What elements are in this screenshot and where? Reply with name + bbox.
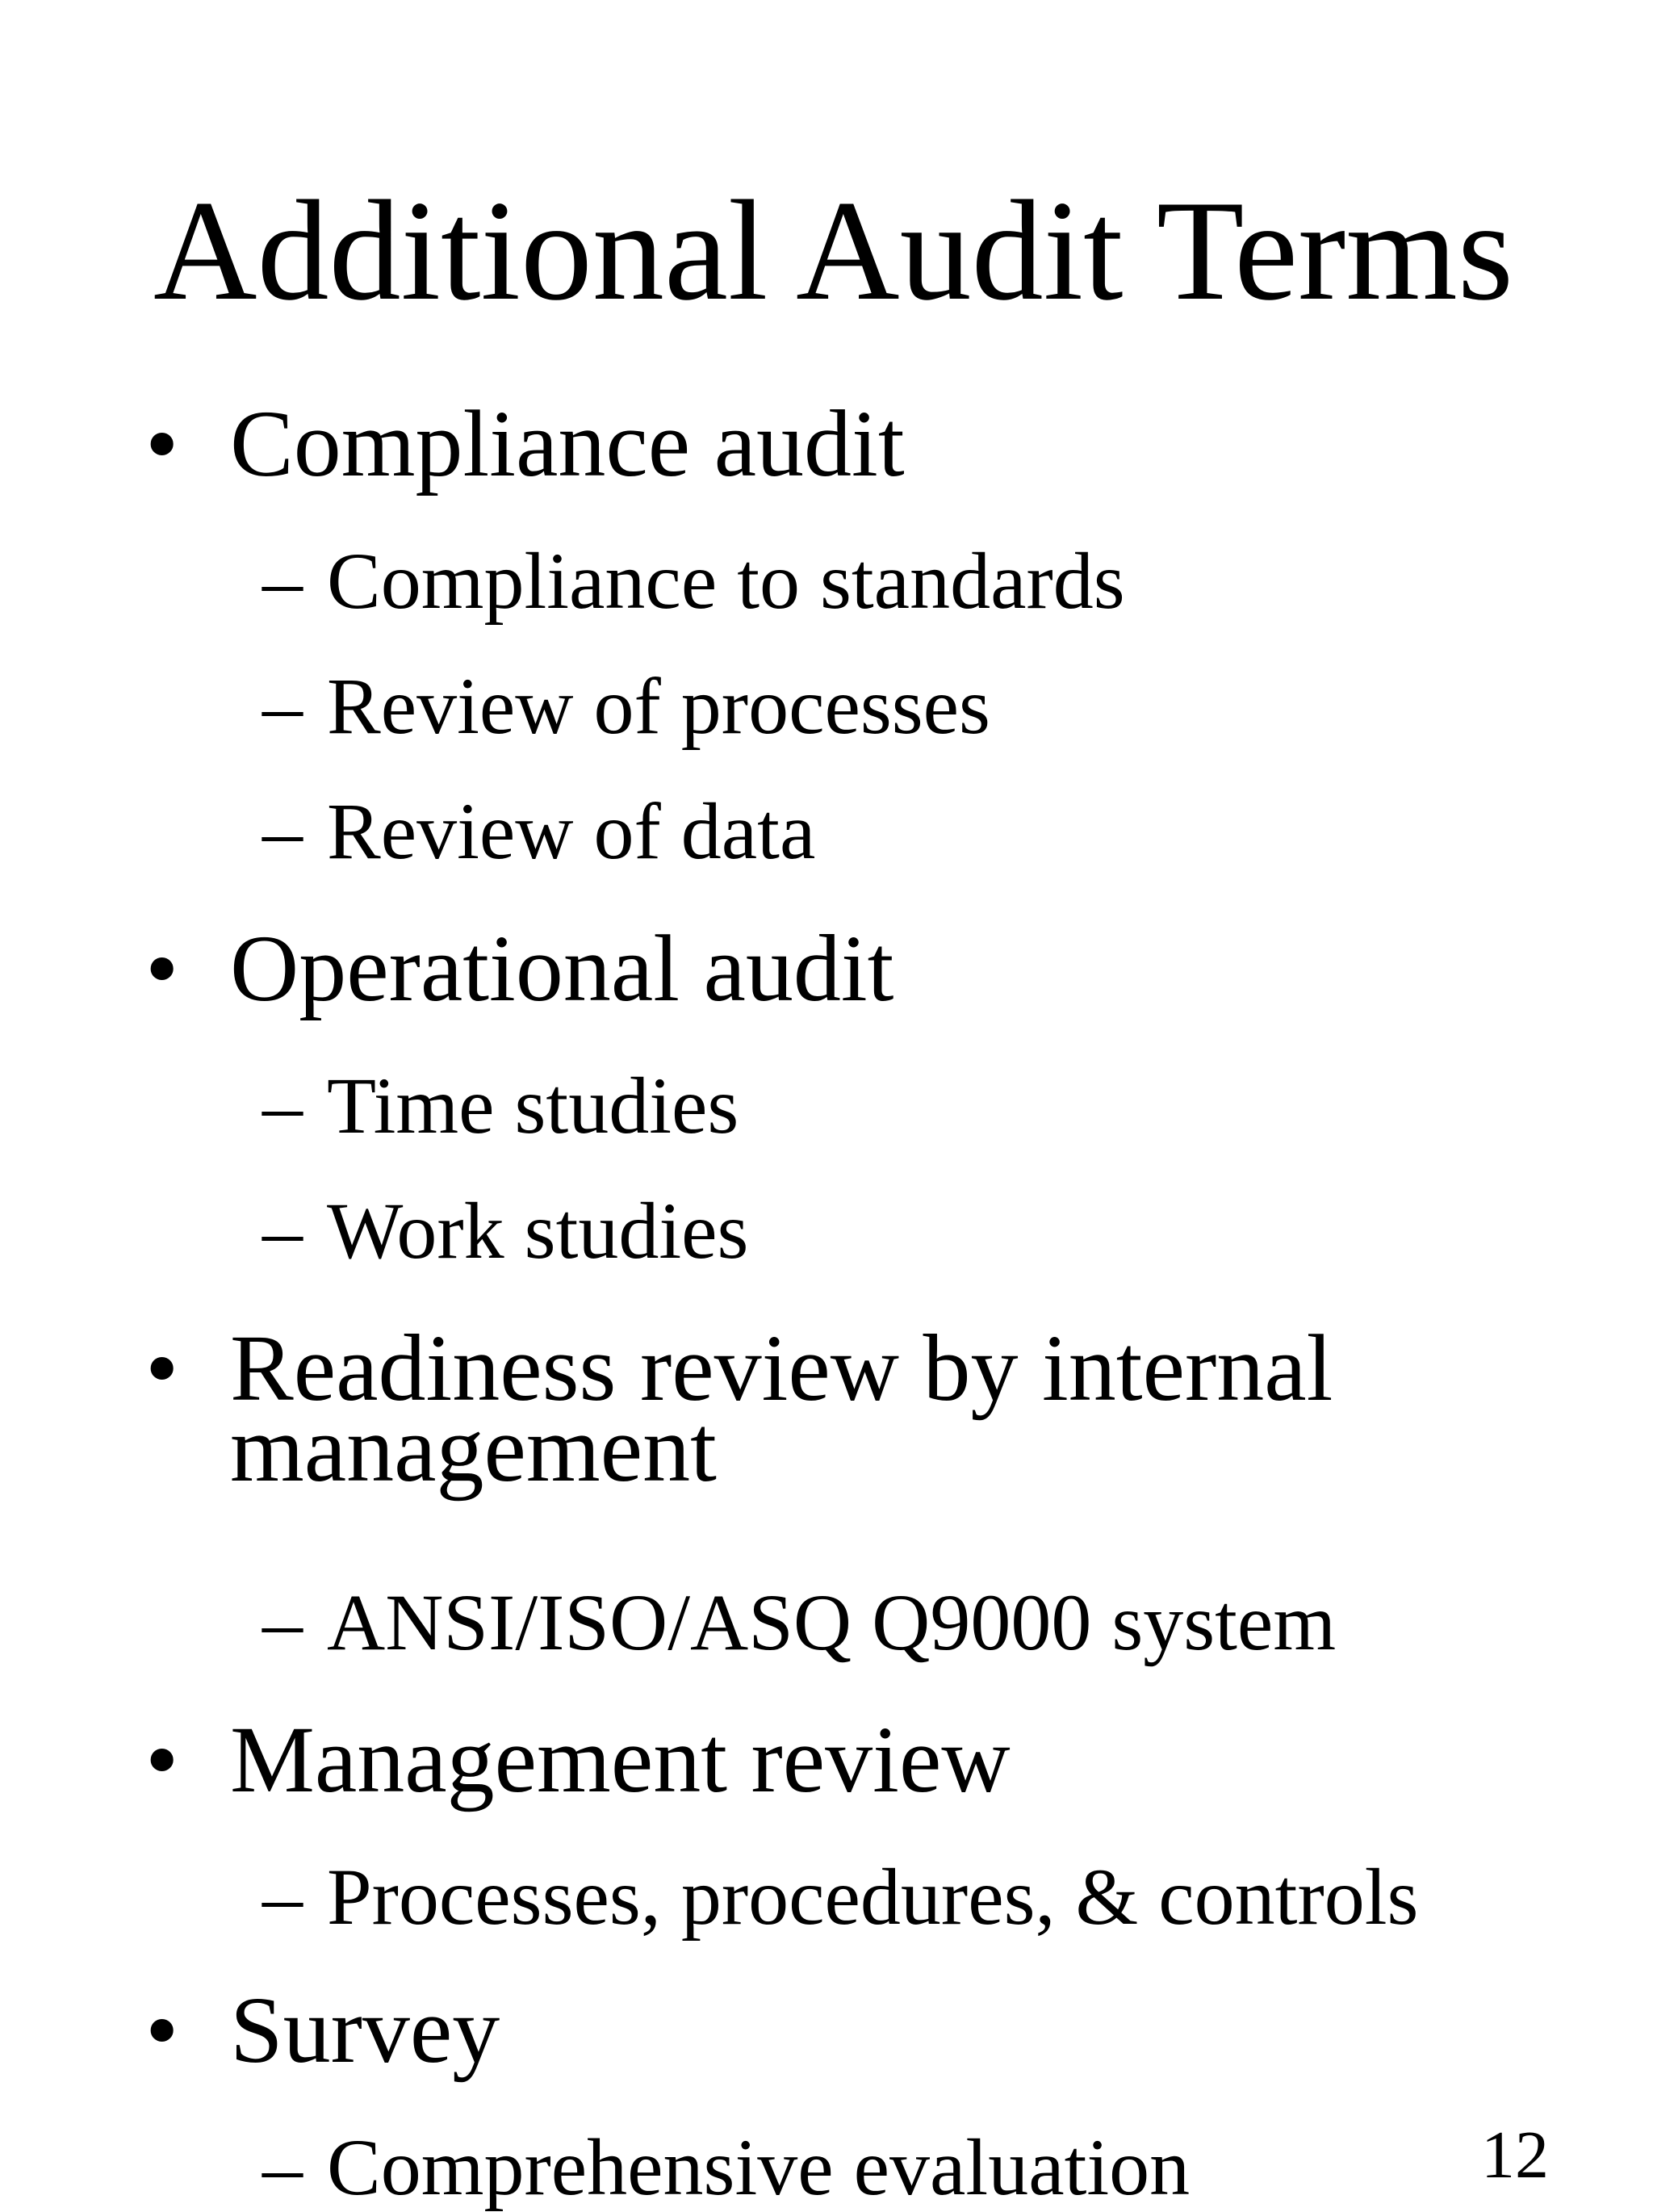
slide-title: Additional Audit Terms xyxy=(153,170,1514,330)
dash-icon: – xyxy=(262,786,303,876)
bullet-icon: • xyxy=(145,1315,179,1421)
sub-item xyxy=(262,1061,739,1150)
sub-item xyxy=(262,786,816,876)
sub-item-label: Review of data xyxy=(327,786,816,876)
sub-item xyxy=(262,661,990,751)
bullet-label: Readiness review by internal xyxy=(230,1315,1333,1421)
sub-item xyxy=(262,2122,1191,2212)
dash-icon: – xyxy=(262,2122,303,2212)
bullet-icon: • xyxy=(145,391,179,496)
sub-item-label: Processes, procedures, & controls xyxy=(327,1852,1419,1942)
sub-item-label: Review of processes xyxy=(327,661,990,751)
bullet-label: Operational audit xyxy=(230,915,894,1021)
dash-icon: – xyxy=(262,1852,303,1942)
dash-icon: – xyxy=(262,1061,303,1150)
sub-item xyxy=(262,1186,749,1276)
sub-item-label: Comprehensive evaluation xyxy=(327,2122,1191,2212)
bullet-label: Management review xyxy=(230,1707,1011,1812)
sub-item xyxy=(262,1577,1337,1667)
sub-item-label: ANSI/ISO/ASQ Q9000 system xyxy=(327,1577,1337,1667)
bullet-item-operational-audit xyxy=(145,915,894,1021)
sub-item-label: Time studies xyxy=(327,1061,739,1150)
sub-item xyxy=(262,536,1125,626)
sub-item-label: Compliance to standards xyxy=(327,536,1125,626)
bullet-item-management-review xyxy=(145,1707,1011,1812)
bullet-item-compliance-audit xyxy=(145,391,905,496)
bullet-item-survey xyxy=(145,1977,500,2083)
bullet-icon: • xyxy=(145,915,179,1021)
dash-icon: – xyxy=(262,661,303,751)
dash-icon: – xyxy=(262,536,303,626)
page-number: 12 xyxy=(1481,2118,1549,2193)
bullet-icon: • xyxy=(145,1707,179,1812)
bullet-label: Survey xyxy=(230,1977,500,2083)
bullet-item-readiness-review xyxy=(145,1315,1333,1502)
sub-item-label: Work studies xyxy=(327,1186,749,1276)
bullet-icon: • xyxy=(145,1977,179,2083)
bullet-label-continued: management xyxy=(230,1396,717,1502)
bullet-label: Compliance audit xyxy=(230,391,905,496)
sub-item xyxy=(262,1852,1419,1942)
dash-icon: – xyxy=(262,1186,303,1276)
dash-icon: – xyxy=(262,1577,303,1667)
